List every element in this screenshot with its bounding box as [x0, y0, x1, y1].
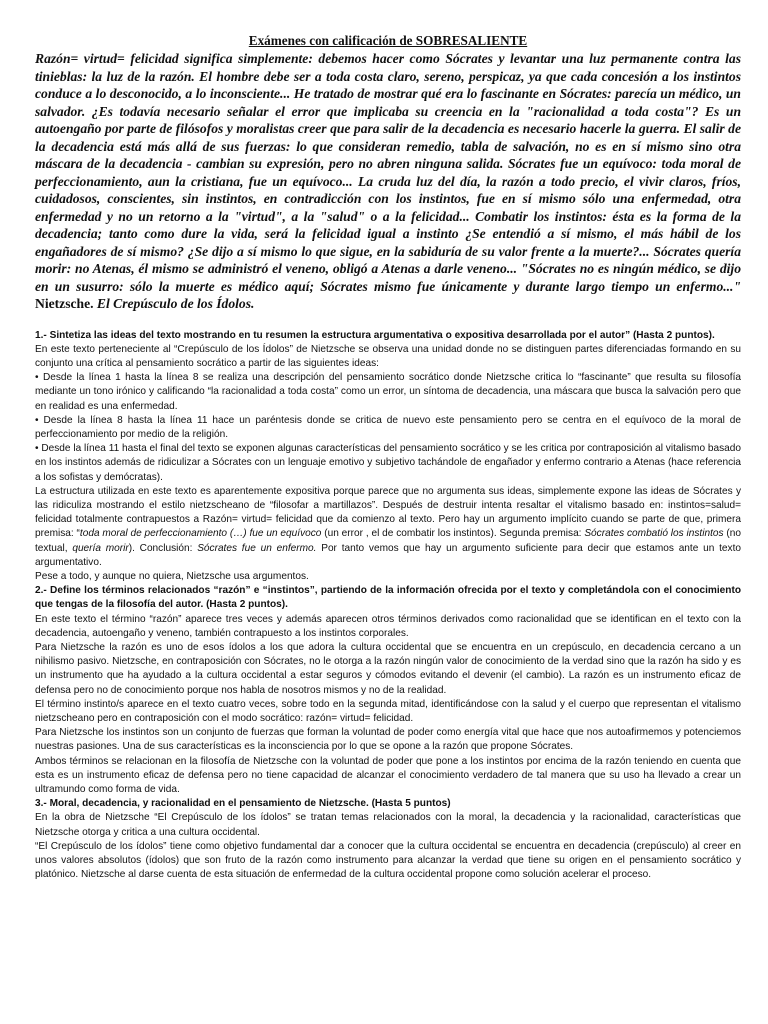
exam-answers [35, 329, 741, 883]
structure-text-d: ). Conclusión: [128, 542, 198, 554]
answer-1-bullet-2: • Desde la línea 8 hasta la línea 11 hace un paréntesis donde se critica de nuevo este pensamiento pero se centra en el equívoco de la moral de perfeccionamiento por medio de la religión. [35, 414, 741, 440]
quote-author: Nietzsche. [35, 296, 94, 311]
quote-text: Razón= virtud= felicidad significa simplemente: debemos hacer como Sócrates y levantar una luz permanente contra las tinieblas: la luz de la razón. El hombre debe ser a toda costa claro, sereno, perspicaz, ya que cada concesión a los instintos conduce a lo desconocido, a lo inconsciente... He tratado de mostrar qué era lo fascinante en Sócrates: parecía un médico, un salvador. ¿Es todavía necesario señalar el error que implicaba su creencia en la "racionalidad a toda costa"? Es un autoengaño por parte de filósofos y moralistas creer que para salir de la decadencia es necesario hacerle la guerra. El salir de la decadencia está más allá de sus fuerzas: lo que consideran remedio, tabla de salvación, no es en sí mismo sino otra máscara de la decadencia - cambian su expresión, pero no abren ninguna salida. Sócrates fue un equívoco: toda moral de perfeccionamiento, aun la cristiana, fue un equívoco... La cruda luz del día, la razón a todo precio, el vivir claros, fríos, cuidadosos, conscientes, sin instintos, en contradicción con los instintos, fue en sí mismo sólo una enfermedad, otra enfermedad y no un retorno a la "virtud", a la "salud" o a la felicidad... Combatir los instintos: ésta es la forma de la decadencia; tanto como dure la vida, será la felicidad igual a instinto ¿Se entendió a sí mismo, el más hábil de los engañadores de sí mismo? ¿Se dijo a sí mismo lo que sigue, en la sabiduría de su valor frente a la muerte?... Sócrates quería morir: no Atenas, él mismo se administró el veneno, obligó a Atenas a darle veneno... "Sócrates no es ningún médico, se dijo en un susurro: sólo la muerte es médico aquí; Sócrates mismo fue únicamente y durante largo tiempo un enfermo..." [35, 51, 741, 294]
answer-1-intro: En este texto perteneciente al “Crepúsculo de los Ídolos” de Nietzsche se observa una unidad donde no se distinguen partes diferenciadas formando en su conjunto una crítica al pensamiento socrático a partir de las siguientes ideas: [35, 343, 741, 369]
structure-text-b: (un error , el de combatir los instintos). Segunda premisa: [321, 528, 585, 540]
answer-1-bullet-3: • Desde la línea 11 hasta el final del texto se exponen algunas características del pensamiento socrático y se les critica por contraposición al vitalismo basado en los instintos además de ridiculizar a Sócrates con un lenguaje emotivo y subjetivo tachándole de engañador y enfermo contrario a Atenas (hace referencia a los sofistas y demócratas). [35, 443, 741, 483]
answer-3-p1: En la obra de Nietzsche “El Crepúsculo de los ídolos” se tratan temas relacionados con la moral, la decadencia y la racionalidad, características que Nietzsche otorga y critica a una cultura occidental. [35, 812, 741, 838]
answer-2-p5: Ambos términos se relacionan en la filosofía de Nietzsche con la voluntad de poder que pone a los instintos por encima de la razón teniendo en cuenta que esta es un instrumento eficaz de defensa pero no tiene capacidad de alcanzar el conocimiento verdadero de tal manera que su uso ha llevado a crear un ultramundo como forma de vida. [35, 755, 741, 795]
quote-book: El Crepúsculo de los Ídolos. [96, 296, 255, 311]
conclusion: Sócrates fue un enfermo. [197, 542, 317, 554]
answer-2-p1: En este texto el término “razón” aparece tres veces y además aparecen otros términos derivados como racionalidad que se identifican en el texto con la decadencia, autoengaño y veneno, también contrapuesto a los instintos corporales. [35, 613, 741, 639]
structure-text-a: La estructura utilizada en este texto es aparentemente expositiva porque parece que no argumenta sus ideas, simplemente expone las ideas de Sócrates y las ridiculiza mostrando el estilo nietzscheano de “filosofar a martillazos”. Después de destruir intenta resaltar el vitalismo basado en: instintos=salud= felicidad totalmente contrapuestos a Razón= virtud= felicidad que da comienzo al texto. Pero hay un argumento implícito cuando se parte de que, primera premisa: “ [35, 485, 741, 540]
answer-1-structure [35, 485, 741, 570]
answer-1-closing: Pese a todo, y aunque no quiera, Nietzsche usa argumentos. [35, 570, 309, 582]
structure-text-e: Por tanto vemos que hay un argumento suficiente para decir que estamos ante un texto argumentativo. [35, 542, 741, 568]
document-title: Exámenes con calificación de SOBRESALIENTE [248, 33, 528, 48]
answer-2-p2: Para Nietzsche la razón es uno de esos ídolos a los que adora la cultura occidental que se encuentra en un crepúsculo, en decadencia cercano a un nihilismo pasivo. Nietzsche, en contraposición con Sócrates, no le otorga a la razón ningún valor de conocimiento de la verdad sino que la razón ha sido y es un instrumento que ha ayudado a la cultura occidental a estar seguros y cómodos evitando el devenir (el cambio). La razón es un instrumento eficaz de defensa pero no de conocimiento porque nos habla de nosotros mismos y no de la realidad. [35, 641, 741, 696]
question-2: 2.- Define los términos relacionados “razón” e “instintos”, partiendo de la información ofrecida por el texto y completándola con el conocimiento que tengas de la filosofía del autor. (Hasta 2 puntos). [35, 585, 741, 611]
question-1: 1.- Sintetiza las ideas del texto mostrando en tu resumen la estructura argumentativa o expositiva desarrollada por el autor” (Hasta 2 puntos). [35, 329, 715, 341]
structure-text-c: (no textual, [35, 528, 741, 554]
answer-2-p3: El término instinto/s aparece en el texto cuatro veces, sobre todo en la segunda mitad, identificándose con la salud y el cuerpo que representan el vitalismo nietzscheano pero en contraposición con el modo socrático: razón= virtud= felicidad. [35, 698, 741, 724]
answer-1-bullet-1: • Desde la línea 1 hasta la línea 8 se realiza una descripción del pensamiento socrático donde Nietzsche critica lo “fascinante” que resulta su filosofía mediante un tono irónico y calificando “la racionalidad a toda costa” como un error, un síntoma de decadencia, una máscara que busca la salvación pero que en realidad es una enfermedad. [35, 372, 741, 412]
answer-3-p2: “El Crepúsculo de los ídolos” tiene como objetivo fundamental dar a conocer que la cultura occidental se encuentra en decadencia (crepúsculo) al creer en unos valores absolutos (ídolos) que son fruto de la razón como instrumento para alcanzar la verdad que tiene su origen en el pensamiento socrático y platónico. Nietzsche al darse cuenta de esta situación de enfermedad de la cultura occidental propone como solución acelerar el proceso. [35, 840, 741, 881]
question-3: 3.- Moral, decadencia, y racionalidad en el pensamiento de Nietzsche. (Hasta 5 puntos) [35, 798, 451, 810]
premise-1: toda moral de perfeccionamiento (…) fue un equívoco [79, 528, 322, 540]
nietzsche-quote [35, 50, 741, 313]
answer-2-p4: Para Nietzsche los instintos son un conjunto de fuerzas que forman la voluntad de poder como energía vital que hace que nos autoafirmemos y potenciemos nuestras pasiones. Una de sus características es la inconsciencia por lo que se opone a la razón que propone Sócrates. [35, 727, 741, 753]
premise-2-note: quería morir [72, 542, 129, 554]
premise-2: Sócrates combatió los instintos [584, 528, 724, 540]
